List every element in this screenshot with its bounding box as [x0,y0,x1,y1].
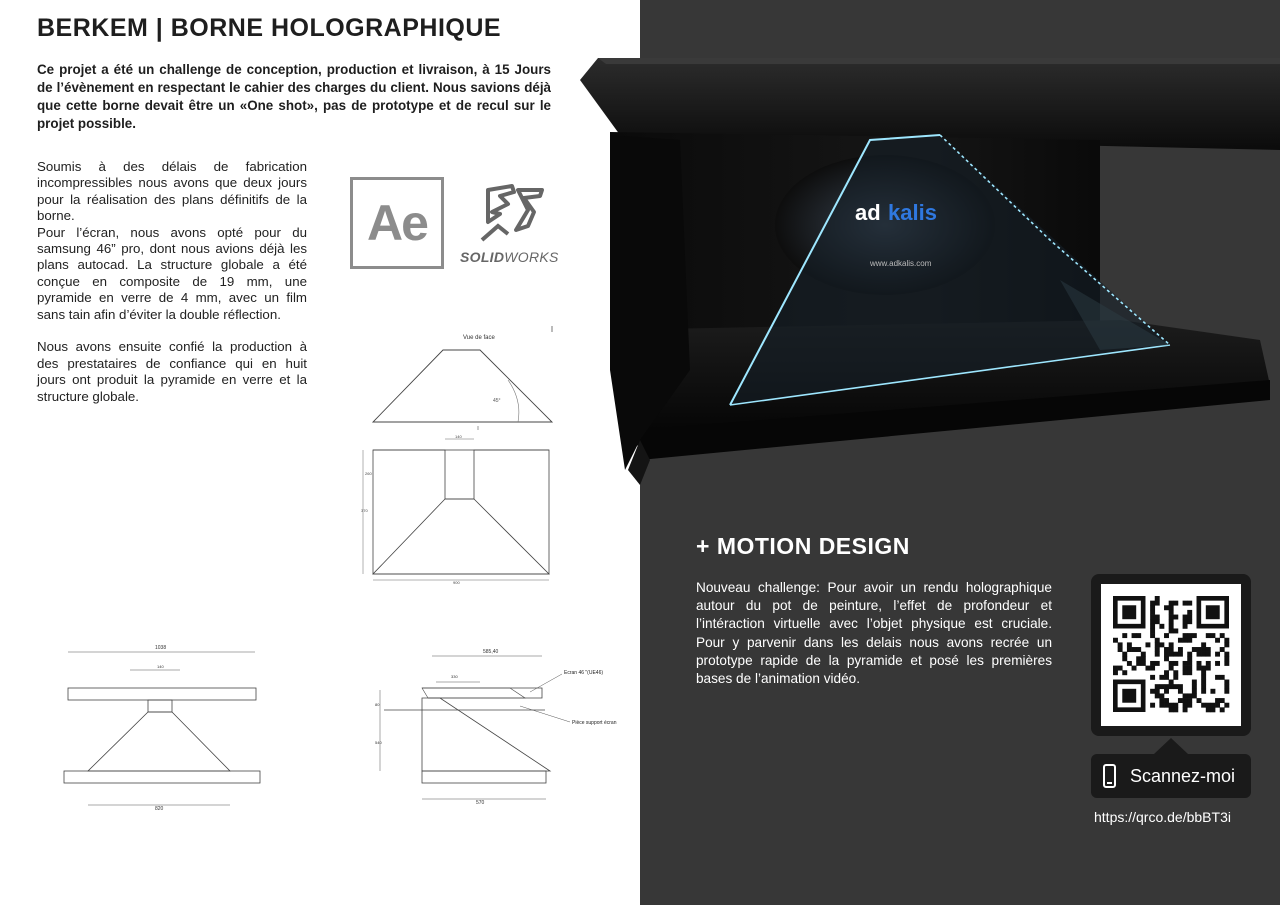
mid-top-dim: 140 [455,435,462,439]
after-effects-logo [350,177,444,269]
scan-me-label: Scannez-moi [1130,765,1236,786]
support-callout: Pièce support écran [572,720,617,726]
hologram-brand-a: ad [855,200,881,225]
body-paragraph-2: Pour l’écran, nous avons opté pour du samsung 46” pro, dont nous avions déjà les plans autocad. La structure globale a été conçue en composite de 19 mm, une pyramide en verre de 4 mm, avec un film sans tain afin d’éviter la double réflection. [37,224,307,322]
br-inner-dim: 330 [451,674,458,679]
front-view-angle: 45° [493,398,501,404]
br-top-dim: 585,40 [483,649,499,655]
solidworks-wordmark-b: WORKS [504,249,559,265]
solidworks-wordmark [460,249,559,265]
drawing-side-elevation [370,640,635,815]
intro-paragraph: Ce projet a été un challenge de conception, production et livraison, à 15 Jours de l’évènement en respectant le cahier des charges du client. Nous savions déjà que cette borne devait être un «One shot», pas de prototype et de recul sur le projet possible. [37,62,551,131]
mid-side-dim-b: 370 [361,508,368,513]
scan-me-button[interactable] [1091,754,1251,798]
bl-bottom-dim: 820 [155,806,164,812]
bl-top-dim: 1038 [155,645,167,651]
qr-pointer [1154,738,1188,754]
qr-code-image [1101,584,1241,726]
body-paragraph-1: Soumis à des délais de fabrication incompressibles nous avons que deux jours pour la réalisation des plans définitifs de la borne. [37,159,307,224]
kiosk-render [580,40,1280,490]
hologram-brand-b: kalis [888,200,937,225]
qr-pattern-icon [1101,584,1241,726]
front-view-label: Vue de face [463,335,495,341]
screen-callout: Ecran 46 "(UE46) [564,670,604,676]
br-side-dim-a: 80 [375,702,380,707]
body-text [37,159,307,405]
drawing-front-view [340,320,560,430]
smartphone-icon [1103,764,1116,788]
body-paragraph-3: Nous avons ensuite confié la production à des prestataires de confiance qui en huit jours ont produit la pyramide en verre et la structure globale. [37,339,307,404]
drawing-front-elevation [60,640,270,815]
motion-design-title: + MOTION DESIGN [696,533,910,559]
qr-code[interactable] [1091,574,1251,736]
bl-inner-dim: 140 [157,664,164,669]
mid-bottom-dim: 900 [453,580,460,585]
mid-side-dim-a: 260 [365,471,372,476]
motion-design-text: Nouveau challenge: Pour avoir un rendu holographique autour du pot de peinture, l’effet de profondeur et l’intéraction virtuelle avec l’objet physique est cruciale. Pour y parvenir dans les delais nous avons recrée un prototype rapide de la pyramide et posé les premières bases de l’animation vidéo. [696,580,1052,687]
solidworks-wordmark-a: SOLID [460,249,505,265]
after-effects-logo-text: Ae [367,195,427,251]
br-bottom-dim: 570 [476,800,485,806]
page-title: BERKEM | BORNE HOLOGRAPHIQUE [37,14,502,42]
qr-url-link[interactable]: https://qrco.de/bbBT3i [1094,809,1231,825]
br-side-dim-b: 540 [375,740,382,745]
drawing-side-view [355,435,555,585]
solidworks-mark-icon [478,182,548,248]
hologram-site: www.adkalis.com [870,259,932,268]
